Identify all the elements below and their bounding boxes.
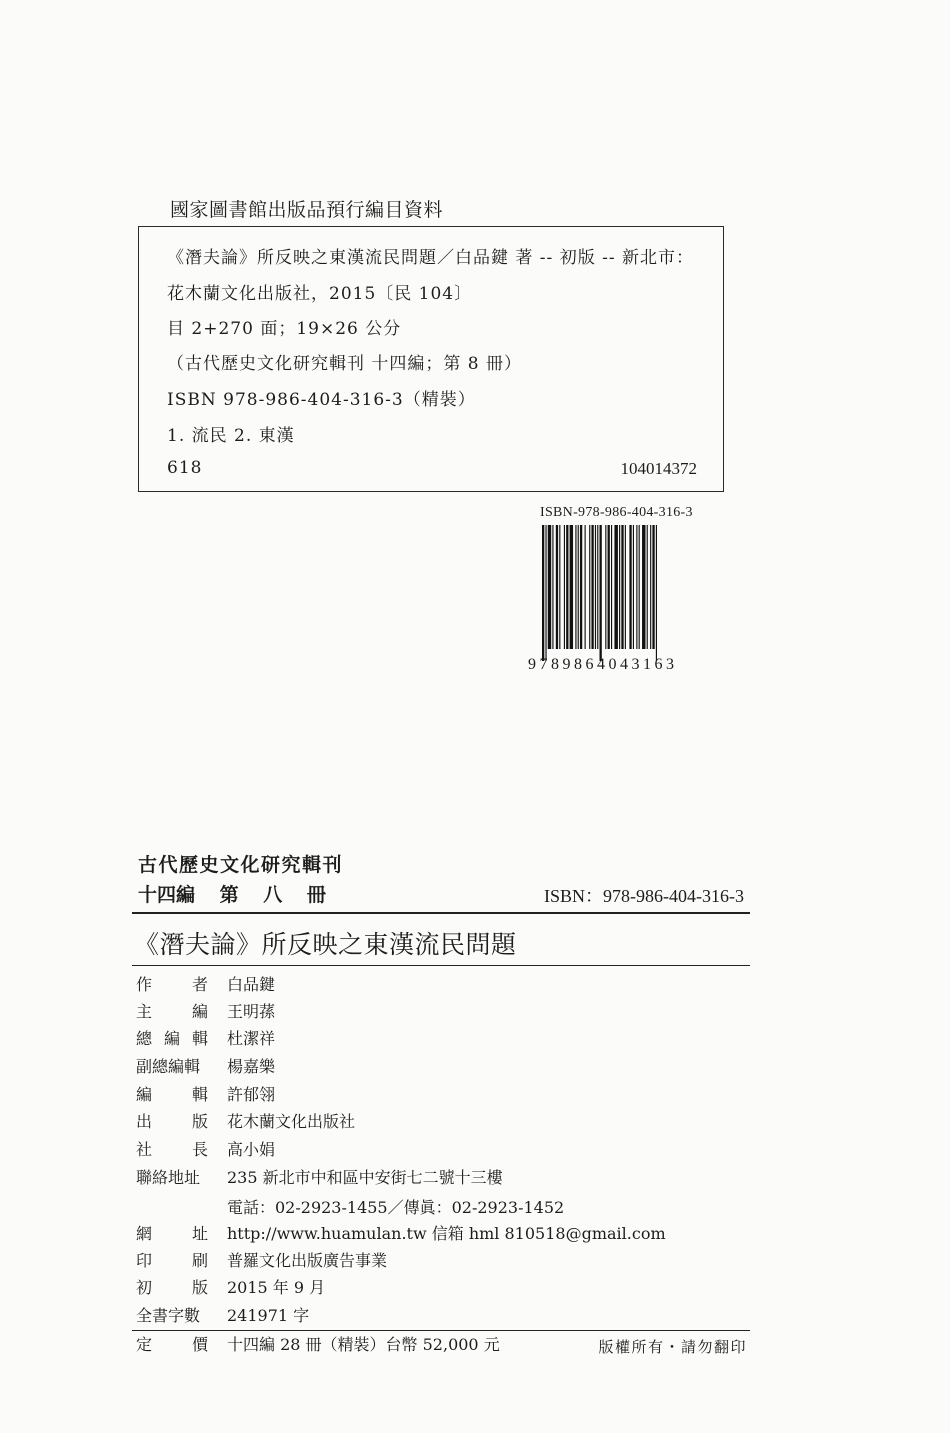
cip-line: ISBN 978-986-404-316-3（精裝） (167, 390, 476, 410)
barcode-bar (575, 525, 576, 649)
credit-label (136, 1082, 208, 1105)
credit-label-char: 印 (136, 1251, 153, 1270)
cip-line: （古代歷史文化研究輯刊 十四編；第 8 冊） (167, 354, 523, 374)
isbn-label: ISBN：978-986-404-316-3 (544, 886, 744, 906)
barcode-bar (600, 525, 602, 661)
credit-label (136, 999, 208, 1022)
barcode-bar (556, 525, 558, 649)
credit-value: 電話：02-2923-1455／傳眞：02-2923-1452 (227, 1198, 565, 1217)
credit-value: 高小娟 (227, 1140, 276, 1159)
credit-label (136, 1221, 208, 1244)
barcode-bar (545, 525, 546, 661)
credit-label-char: 全書字數 (136, 1306, 201, 1325)
credit-label (136, 1332, 208, 1355)
credit-label-char: 聯絡地址 (136, 1168, 201, 1187)
barcode-bar (570, 525, 573, 649)
barcode-bar (566, 525, 568, 649)
credit-label-char: 編 (191, 1002, 208, 1021)
series-volume-part: 冊 (306, 884, 326, 906)
barcode-bar (585, 525, 586, 649)
credit-label-char: 址 (191, 1224, 208, 1243)
barcode-isbn-text: ISBN-978-986-404-316-3 (540, 505, 693, 520)
barcode-bar (578, 525, 579, 649)
credit-label (136, 1248, 208, 1271)
series-title: 古代歷史文化研究輯刊 (138, 854, 344, 876)
barcode-bar (614, 525, 617, 649)
credit-value: 杜潔祥 (227, 1029, 276, 1048)
barcode-bar (559, 525, 560, 649)
barcode-bar (595, 525, 596, 649)
credit-label (136, 1137, 208, 1160)
barcode-bar (564, 525, 565, 649)
credit-label-char: 主 (136, 1002, 153, 1021)
credit-label-char: 價 (191, 1335, 208, 1354)
credit-value: 許郁翎 (227, 1085, 276, 1104)
credit-label (136, 1303, 208, 1326)
credit-value: 白品鍵 (227, 975, 276, 994)
rights-notice: 版權所有・請勿翻印 (598, 1338, 747, 1356)
barcode-bar (652, 525, 654, 649)
credit-label-char: 總 (136, 1029, 153, 1048)
cip-heading: 國家圖書館出版品預行編目資料 (170, 199, 444, 221)
cip-line: 花木蘭文化出版社，2015〔民 104〕 (167, 284, 473, 304)
barcode-bar (642, 525, 645, 649)
series-volume-part: 第 (219, 884, 239, 906)
series-volume (138, 880, 344, 907)
cip-line: 1. 流民 2. 東漢 (167, 426, 295, 446)
barcode-bar (580, 525, 582, 649)
credit-label-char: 初 (136, 1278, 153, 1297)
credit-label (136, 1165, 208, 1188)
credit-value: 花木蘭文化出版社 (227, 1112, 356, 1131)
cip-box (138, 226, 724, 492)
cip-line: 目 2+270 面；19×26 公分 (167, 319, 402, 339)
credit-value: 楊嘉樂 (227, 1057, 276, 1076)
series-volume-part: 十四編 (138, 884, 196, 906)
series-volume-part: 八 (263, 884, 283, 906)
credit-value: 235 新北市中和區中安街七二號十三樓 (227, 1168, 503, 1187)
credit-label-char: 社 (136, 1140, 153, 1159)
cip-classification: 618 (167, 458, 203, 478)
barcode-bar (625, 525, 626, 649)
credit-label-char: 定 (136, 1335, 153, 1354)
credit-label-char: 長 (191, 1140, 208, 1159)
barcode-bar (647, 525, 648, 649)
credit-value: 十四編 28 冊（精裝）台幣 52,000 元 (227, 1335, 500, 1354)
credit-label (136, 1026, 208, 1049)
barcode-bar (589, 525, 590, 649)
divider (132, 965, 750, 966)
isbn-barcode (540, 525, 721, 661)
barcode-digits: 9789864043163 (528, 656, 678, 673)
barcode-bar (639, 525, 640, 649)
cip-record-number: 104014372 (620, 459, 697, 478)
credit-label-char: 版 (191, 1112, 208, 1131)
divider (132, 1330, 750, 1331)
barcode-bar (629, 525, 631, 649)
barcode-bar (552, 525, 553, 649)
book-title: 《潛夫論》所反映之東漢流民問題 (134, 930, 517, 959)
credit-label-char: 輯 (191, 1029, 208, 1048)
barcode-bar (597, 525, 598, 649)
credit-label (136, 1275, 208, 1298)
barcode-bar (605, 525, 606, 649)
credit-value: 王明蓀 (227, 1002, 276, 1021)
barcode-bar (608, 525, 610, 649)
credit-label-char: 者 (191, 975, 208, 994)
credit-value: 2015 年 9 月 (227, 1278, 326, 1297)
credit-value: 普羅文化出版廣告事業 (227, 1251, 388, 1270)
credit-label (136, 972, 208, 995)
credit-label (136, 1109, 208, 1132)
barcode-bar (591, 525, 593, 649)
credit-label-char: 副總編輯 (136, 1057, 201, 1076)
barcode-bar (621, 525, 623, 649)
credit-label-char: 輯 (191, 1085, 208, 1104)
credit-label (136, 1054, 208, 1077)
credit-label-char: 版 (191, 1278, 208, 1297)
cip-line: 《潛夫論》所反映之東漢流民問題／白品鍵 著 -- 初版 -- 新北市： (167, 248, 694, 268)
barcode-bar (548, 525, 551, 649)
credit-value: 241971 字 (227, 1306, 310, 1325)
credit-label-char: 作 (136, 975, 153, 994)
credit-value[interactable]: http://www.huamulan.tw 信箱 hml 810518@gmail.com (227, 1224, 666, 1243)
divider-thick (132, 912, 750, 914)
barcode-bar (619, 525, 620, 649)
credit-label-char: 出 (136, 1112, 153, 1131)
barcode-bar (542, 525, 544, 661)
credit-label-char: 網 (136, 1224, 153, 1243)
barcode-bar (633, 525, 634, 649)
barcode-bar (650, 525, 651, 649)
barcode-bar (656, 525, 657, 661)
barcode-bar (611, 525, 612, 649)
credit-label-char: 編 (136, 1085, 153, 1104)
credit-label-char: 編 (163, 1029, 180, 1048)
barcode-bar (636, 525, 637, 649)
credit-label-char: 刷 (191, 1251, 208, 1270)
